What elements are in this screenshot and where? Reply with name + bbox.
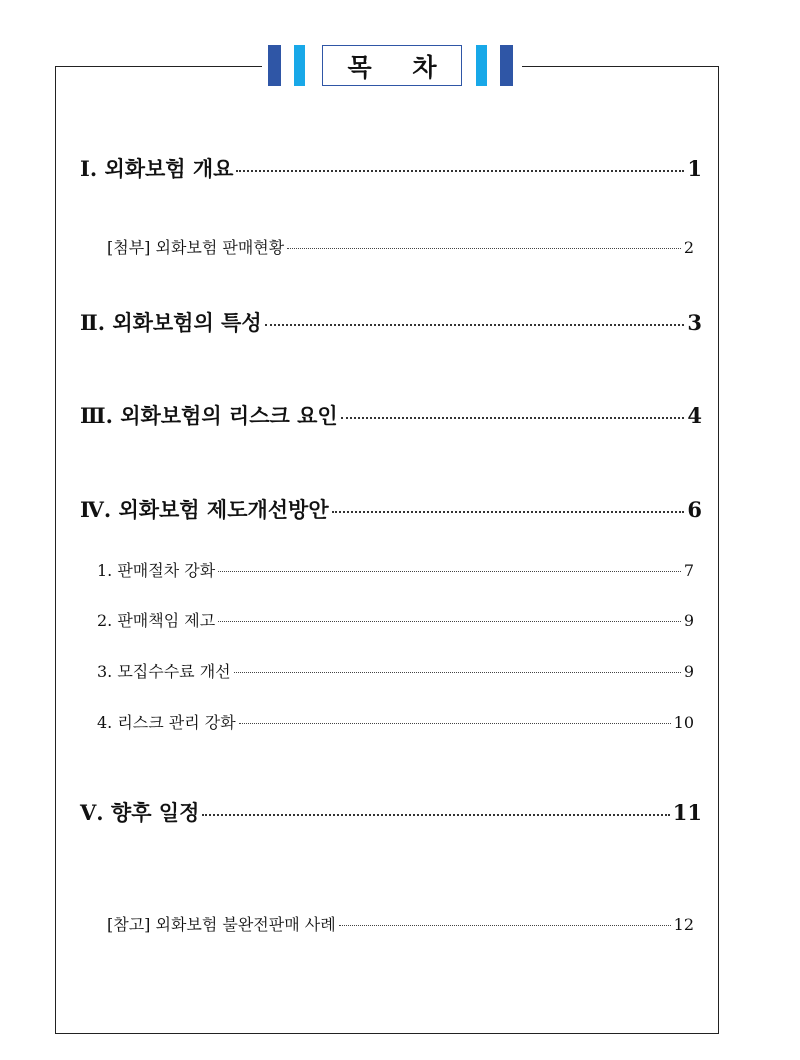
toc-page-number: 2	[683, 238, 694, 257]
toc-page-number: 12	[673, 915, 694, 934]
toc-entry-label: [첨부] 외화보험 판매현황	[107, 238, 285, 257]
toc-page-number: 4	[687, 403, 702, 428]
title-bar-left-dark	[268, 45, 281, 86]
toc-page-number: 9	[683, 662, 694, 681]
toc-entry-section-4-1[interactable]	[97, 558, 694, 581]
toc-entry-label: 1. 판매절차 강화	[97, 561, 216, 580]
toc-page-number: 6	[687, 497, 702, 522]
page-border	[55, 66, 719, 1034]
toc-entry-label: 3. 모집수수료 개선	[97, 662, 231, 681]
toc-page-number: 7	[683, 561, 694, 580]
dot-leader	[287, 248, 681, 249]
toc-entry-label: Ⅲ. 외화보험의 리스크 요인	[80, 403, 338, 428]
page-title: 목 차	[322, 45, 462, 86]
toc-entry-section-4-4[interactable]	[97, 710, 694, 733]
toc-entry-section-4-2[interactable]	[97, 608, 694, 631]
toc-entry-label: Ⅰ. 외화보험 개요	[80, 156, 234, 181]
toc-page-number: 3	[687, 310, 702, 335]
dot-leader	[202, 814, 669, 816]
toc-entry-chapter-5[interactable]	[80, 797, 702, 827]
dot-leader	[236, 170, 684, 172]
toc-page-number: 10	[673, 713, 694, 732]
dot-leader	[218, 621, 681, 622]
toc-page-number: 1	[687, 156, 702, 181]
toc-entry-chapter-2[interactable]	[80, 307, 702, 337]
dot-leader	[239, 723, 671, 724]
dot-leader	[234, 672, 681, 673]
toc-page-number: 9	[683, 611, 694, 630]
toc-entry-section-4-3[interactable]	[97, 659, 694, 682]
toc-entry-label: 2. 판매책임 제고	[97, 611, 216, 630]
dot-leader	[339, 925, 671, 926]
toc-page-number: 11	[672, 800, 702, 825]
dot-leader	[265, 324, 685, 326]
toc-entry-label: [참고] 외화보험 불완전판매 사례	[107, 915, 336, 934]
toc-entry-reference[interactable]	[107, 912, 694, 935]
dot-leader	[218, 571, 681, 572]
toc-entry-attachment[interactable]	[107, 235, 694, 258]
toc-entry-chapter-4[interactable]	[80, 494, 702, 524]
title-bar-right-dark	[500, 45, 513, 86]
toc-entry-chapter-3[interactable]	[80, 400, 702, 430]
title-bar-right-light	[476, 45, 487, 86]
dot-leader	[341, 417, 685, 419]
toc-entry-chapter-1[interactable]	[80, 153, 702, 183]
title-bar-left-light	[294, 45, 305, 86]
toc-entry-label: Ⅳ. 외화보험 제도개선방안	[80, 497, 329, 522]
toc-entry-label: Ⅱ. 외화보험의 특성	[80, 310, 262, 335]
dot-leader	[332, 511, 685, 513]
toc-entry-label: 4. 리스크 관리 강화	[97, 713, 236, 732]
toc-entry-label: Ⅴ. 향후 일정	[80, 800, 200, 825]
